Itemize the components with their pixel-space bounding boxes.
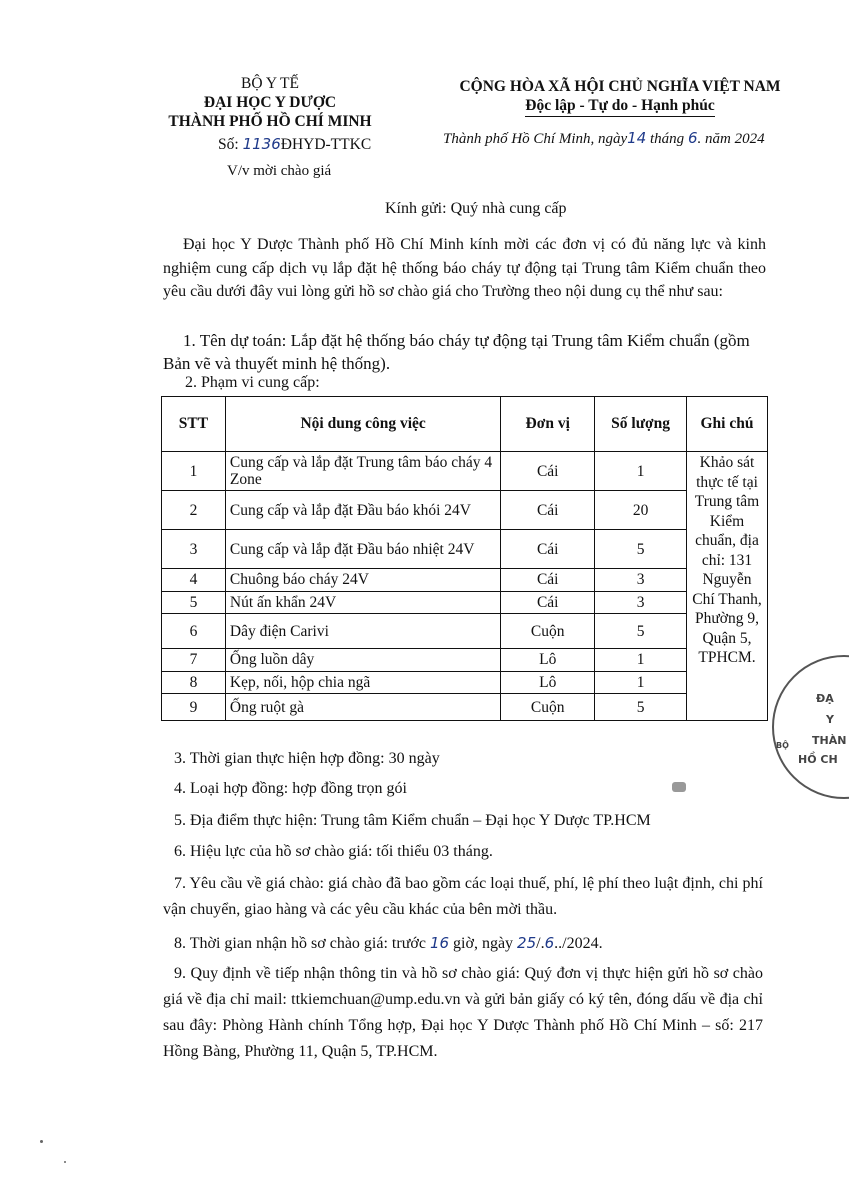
- cell-unit: Cái: [501, 452, 595, 491]
- handwritten-day: 14: [627, 129, 647, 147]
- item-7-price-requirements: 7. Yêu cầu về giá chào: giá chào đã bao gồm các loại thuế, phí, lệ phí theo luật định, chi phí vận chuyển, giao hàng và các yêu cầu khác của bên mời thầu.: [163, 875, 763, 918]
- national-motto: Độc lập - Tự do - Hạnh phúc: [525, 96, 714, 117]
- cell-quantity: 5: [595, 614, 687, 649]
- cell-stt: 4: [162, 569, 226, 592]
- handwritten-deadline-month: 6: [544, 934, 555, 952]
- item-4-contract-type: 4. Loại hợp đồng: hợp đồng trọn gói: [174, 780, 407, 797]
- university-name-line1: ĐẠI HỌC Y DƯỢC: [203, 94, 337, 111]
- cell-content: Ống ruột gà: [225, 694, 500, 721]
- ministry-name: BỘ Y TẾ: [241, 75, 299, 92]
- item-8-deadline: 8. Thời gian nhận hồ sơ chào giá: trước 16 giờ, ngày 25/.6../2024.: [174, 934, 603, 952]
- cell-unit: Cái: [501, 591, 595, 614]
- cell-content: Nút ấn khẩn 24V: [225, 591, 500, 614]
- cell-note: Khảo sát thực tế tại Trung tâm Kiểm chuẩn, địa chỉ: 131 Nguyễn Chí Thanh, Phường 9, Quận 5, TPHCM.: [687, 452, 768, 721]
- cell-content: Ống luồn dây: [225, 649, 500, 672]
- header-stt: STT: [162, 397, 226, 452]
- country-name: CỘNG HÒA XÃ HỘI CHỦ NGHĨA VIỆT NAM: [459, 78, 781, 95]
- document-number: Số: 1136ĐHYD-TTKC: [218, 135, 372, 153]
- cell-quantity: 5: [595, 694, 687, 721]
- cell-quantity: 1: [595, 649, 687, 672]
- salutation: Kính gửi: Quý nhà cung cấp: [385, 200, 567, 217]
- item-3-duration: 3. Thời gian thực hiện hợp đồng: 30 ngày: [174, 750, 440, 767]
- header-content: Nội dung công việc: [225, 397, 500, 452]
- table-row: [162, 649, 768, 672]
- cell-quantity: 20: [595, 491, 687, 530]
- cell-content: Cung cấp và lắp đặt Trung tâm báo cháy 4 Zone: [225, 452, 500, 491]
- cell-quantity: 3: [595, 591, 687, 614]
- table-row: [162, 530, 768, 569]
- handwritten-deadline-day: 25: [517, 934, 537, 952]
- cell-stt: 2: [162, 491, 226, 530]
- header-right: [430, 77, 810, 117]
- scope-table: [161, 396, 768, 721]
- scan-smudge: [672, 782, 686, 792]
- cell-content: Kẹp, nối, hộp chia ngã: [225, 671, 500, 694]
- scan-speck: [40, 1140, 43, 1143]
- document-date: Thành phố Hồ Chí Minh, ngày14 tháng 6. năm 2024: [443, 129, 765, 147]
- item-9-submission: 9. Quy định về tiếp nhận thông tin và hồ sơ chào giá: Quý đơn vị thực hiện gửi hồ sơ chào giá về địa chỉ mail: ttkiemchuan@ump.edu.vn và gửi bản giấy có ký tên, đóng dấu về địa chỉ sau đây: Phòng Hành chính Tổng hợp, Đại học Y Dược Thành phố Hồ Chí Minh – số: 217 Hồng Bàng, Phường 11, Quận 5, TP.HCM.: [163, 965, 763, 1060]
- item-5-location: 5. Địa điểm thực hiện: Trung tâm Kiểm chuẩn – Đại học Y Dược TP.HCM: [174, 812, 651, 829]
- table-row: [162, 569, 768, 592]
- cell-unit: Lô: [501, 649, 595, 672]
- header-note: Ghi chú: [687, 397, 768, 452]
- table-row: [162, 694, 768, 721]
- cell-unit: Cái: [501, 491, 595, 530]
- cell-unit: Cuộn: [501, 694, 595, 721]
- table-row: [162, 491, 768, 530]
- official-stamp: ĐẠ Y THÀN HỒ CH BỘ: [772, 655, 849, 799]
- cell-stt: 5: [162, 591, 226, 614]
- university-name-line2: THÀNH PHỐ HỒ CHÍ MINH: [168, 113, 372, 130]
- cell-content: Cung cấp và lắp đặt Đầu báo nhiệt 24V: [225, 530, 500, 569]
- cell-unit: Cái: [501, 569, 595, 592]
- cell-quantity: 3: [595, 569, 687, 592]
- cell-stt: 9: [162, 694, 226, 721]
- scan-speck: [64, 1161, 66, 1163]
- table-row: [162, 452, 768, 491]
- table-header-row: [162, 397, 768, 452]
- cell-quantity: 1: [595, 452, 687, 491]
- handwritten-number: 1136: [242, 135, 281, 153]
- header-quantity: Số lượng: [595, 397, 687, 452]
- header-unit: Đơn vị: [501, 397, 595, 452]
- table-row: [162, 614, 768, 649]
- header-left: [140, 74, 400, 131]
- document-subject: V/v mời chào giá: [227, 163, 332, 179]
- item-1-project-name: 1. Tên dự toán: Lắp đặt hệ thống báo cháy tự động tại Trung tâm Kiểm chuẩn (gồm Bản vẽ và thuyết minh hệ thống).: [163, 331, 750, 373]
- cell-content: Dây điện Carivi: [225, 614, 500, 649]
- table-row: [162, 591, 768, 614]
- cell-stt: 1: [162, 452, 226, 491]
- intro-paragraph: Đại học Y Dược Thành phố Hồ Chí Minh kính mời các đơn vị có đủ năng lực và kinh nghiệm cung cấp dịch vụ lắp đặt hệ thống báo cháy tự động tại Trung tâm Kiểm chuẩn theo yêu cầu dưới đây vui lòng gửi hồ sơ chào giá cho Trường theo nội dung cụ thể như sau:: [163, 236, 766, 300]
- item-2-scope: 2. Phạm vi cung cấp:: [185, 374, 320, 391]
- cell-stt: 8: [162, 671, 226, 694]
- cell-content: Cung cấp và lắp đặt Đầu báo khói 24V: [225, 491, 500, 530]
- cell-quantity: 1: [595, 671, 687, 694]
- cell-stt: 6: [162, 614, 226, 649]
- handwritten-hour: 16: [429, 934, 450, 952]
- cell-content: Chuông báo cháy 24V: [225, 569, 500, 592]
- cell-unit: Cuộn: [501, 614, 595, 649]
- item-6-validity: 6. Hiệu lực của hồ sơ chào giá: tối thiểu 03 tháng.: [174, 843, 493, 860]
- cell-stt: 3: [162, 530, 226, 569]
- cell-quantity: 5: [595, 530, 687, 569]
- handwritten-month: 6: [687, 129, 698, 147]
- cell-unit: Lô: [501, 671, 595, 694]
- cell-unit: Cái: [501, 530, 595, 569]
- cell-stt: 7: [162, 649, 226, 672]
- table-row: [162, 671, 768, 694]
